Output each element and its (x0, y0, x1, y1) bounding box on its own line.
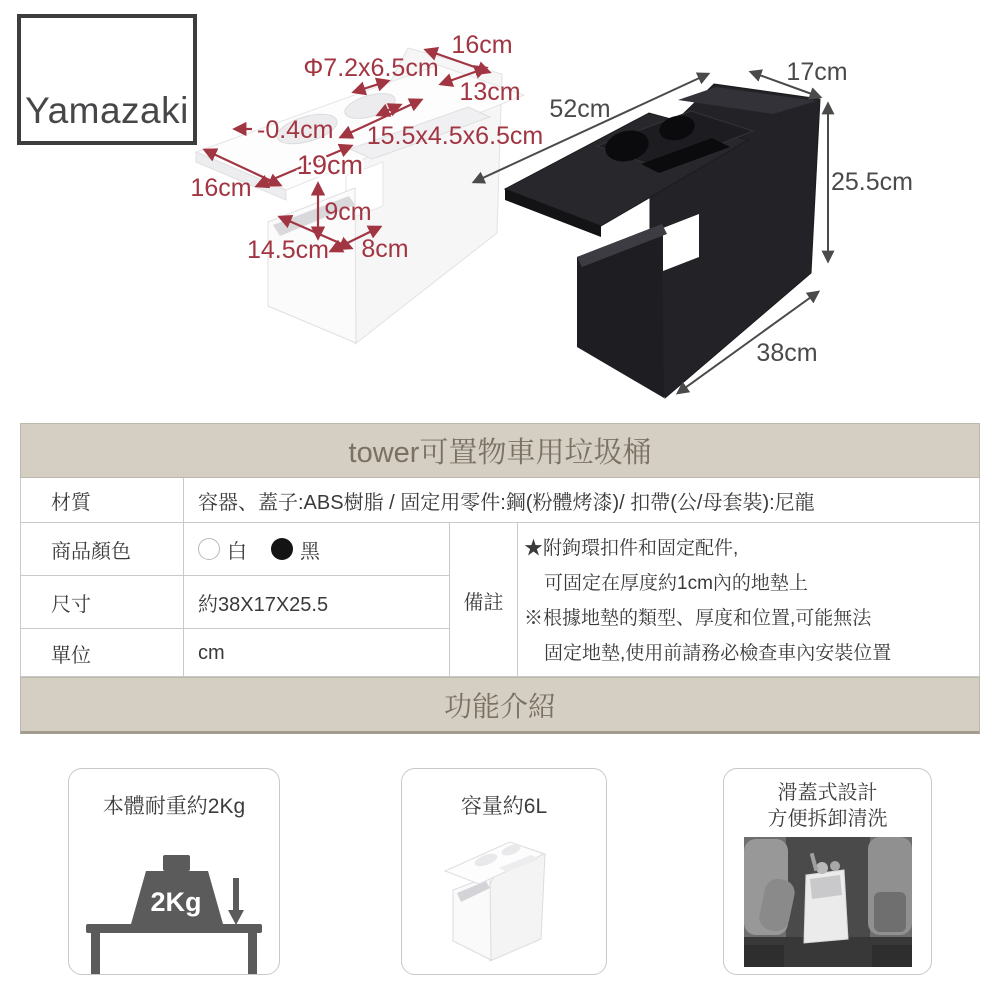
feature-load-title: 本體耐重約2Kg (102, 795, 246, 818)
feature-slide-title-line2: 方便拆卸清洗 (767, 808, 888, 830)
dim-black-25-5cm: 25.5cm (831, 168, 913, 196)
spec-title-bar (20, 423, 980, 478)
material-label: 材質 (21, 478, 184, 523)
note-body (518, 523, 979, 677)
black-color-swatch (271, 538, 293, 560)
dim-white-15-5cm: 15.5x4.5x6.5cm (366, 122, 544, 150)
yamazaki-logo (17, 14, 197, 145)
yamazaki-logo-text: Yamazaki (25, 90, 189, 131)
weight-icon (74, 826, 274, 976)
dim-black-52cm: 52cm (549, 95, 611, 123)
trash-can-icon (439, 828, 569, 970)
feature-capacity-title: 容量約6L (460, 795, 548, 818)
dim-white-left-16cm: 16cm (190, 174, 252, 202)
weight-2kg-label: 2Kg (150, 887, 202, 917)
feature-card-load (68, 768, 280, 975)
dim-white-8cm: 8cm (361, 235, 409, 263)
size-label: 尺寸 (21, 576, 184, 629)
note-line-3: ※根據地墊的類型、厚度和位置,可能無法 (524, 608, 872, 629)
feature-slide-title (724, 780, 931, 832)
feature-card-slide-lid (723, 768, 932, 975)
note-label: 備註 (450, 523, 518, 677)
dim-white-9cm: 9cm (324, 198, 372, 226)
size-value: 約38X17X25.5 (184, 576, 450, 629)
black-color-name: 黑 (300, 540, 320, 563)
color-label: 商品顏色 (21, 523, 184, 576)
dim-white-14-5cm: 14.5cm (247, 236, 329, 264)
dim-white-19cm: 19cm (296, 150, 364, 180)
features-title-bar (20, 677, 980, 734)
spec-table (20, 478, 980, 677)
feature-slide-title-line1: 滑蓋式設計 (777, 782, 878, 804)
white-color-name: 白 (227, 540, 247, 563)
product-title: tower可置物車用垃圾桶 (348, 437, 652, 469)
dim-white-13cm: 13cm (459, 78, 521, 106)
unit-label: 單位 (21, 629, 184, 677)
dim-black-38cm: 38cm (756, 339, 818, 367)
note-line-4: 固定地墊,使用前請務必檢查車內安裝位置 (544, 643, 892, 664)
color-value (184, 523, 450, 576)
note-line-2: 可固定在厚度約1cm內的地墊上 (544, 573, 808, 594)
note-line-1: ★附鉤環扣件和固定配件, (524, 538, 739, 559)
hero-section (0, 0, 1000, 423)
dim-white-phi: Φ7.2x6.5cm (303, 54, 439, 82)
white-color-swatch (198, 538, 220, 560)
material-value: 容器、蓋子:ABS樹脂 / 固定用零件:鋼(粉體烤漆)/ 扣帶(公/母套裝):尼龍 (184, 478, 979, 523)
dim-white-top-16cm: 16cm (451, 31, 513, 59)
features-title: 功能介紹 (443, 690, 556, 722)
car-interior-photo (744, 837, 912, 967)
dim-black-17cm: 17cm (786, 58, 848, 86)
unit-value: cm (184, 629, 450, 677)
feature-card-capacity (401, 768, 607, 975)
dim-white-0-4cm: -0.4cm (257, 116, 334, 144)
